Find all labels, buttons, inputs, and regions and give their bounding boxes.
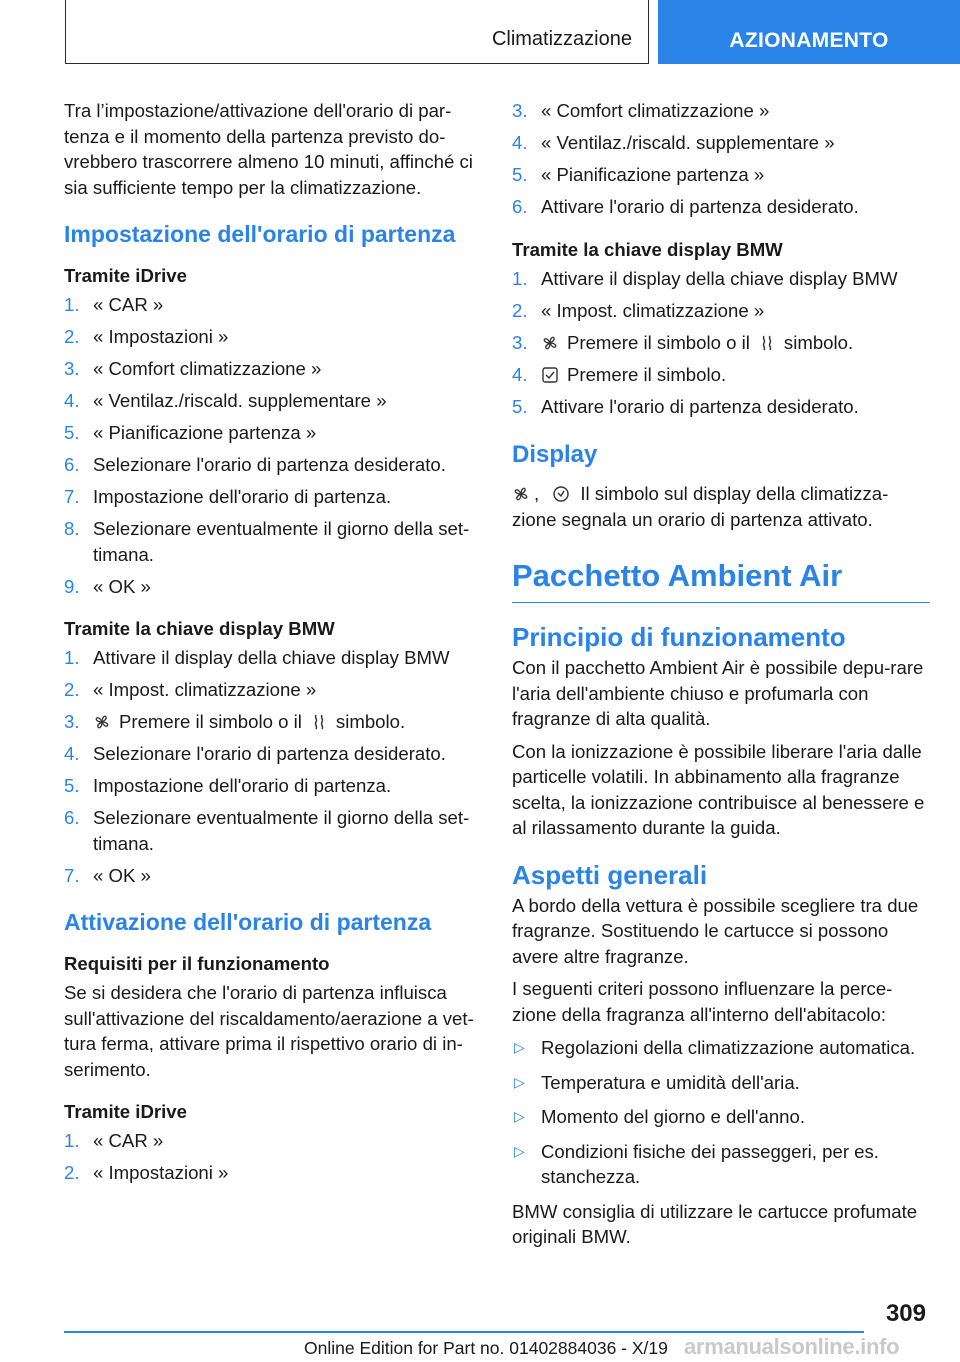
display-paragraph: , Il simbolo sul display della climatizza-zione segnala un orario di partenza attivato. — [512, 483, 889, 530]
list-item: 1. « CAR » — [64, 294, 164, 315]
list-item: 2. « Impost. climatizzazione » — [64, 679, 317, 700]
heading-chiave-1: Tramite la chiave display BMW — [64, 618, 335, 639]
page-number: 309 — [885, 1300, 926, 1327]
list-item: ▷ Condizioni fisiche dei passeggeri, per es. stanchezza. — [514, 1140, 879, 1187]
aspetti-paragraph-1: A bordo della vettura è possibile scegliere tra due fragranze. Sostituendo le cartucce si possono avere altre fragranze. — [512, 894, 919, 967]
checkbox-icon — [541, 365, 559, 383]
header-chapter-tab: AZIONAMENTO — [658, 0, 960, 64]
steps-chiave-1 — [64, 645, 484, 888]
page-header — [0, 0, 960, 66]
list-item: 6. Selezionare eventualmente il giorno della set-timana. — [64, 807, 470, 854]
list-item: ▷ Temperatura e umidità dell'aria. — [512, 1070, 930, 1096]
triangle-bullet-icon: ▷ — [514, 1073, 525, 1090]
list-item: 4. « Ventilaz./riscald. supplementare » — [64, 390, 387, 411]
heading-attivazione: Attivazione dell'orario di partenza — [64, 909, 432, 935]
list-item: 3. « Comfort climatizzazione » — [512, 100, 770, 121]
heading-idrive-1: Tramite iDrive — [64, 265, 187, 286]
fan-icon — [512, 484, 530, 502]
list-item: 6. Selezionare l'orario di partenza desiderato. — [64, 454, 446, 475]
list-item: 3. Premere il simbolo o il simbolo. — [64, 711, 406, 732]
list-item: 7. Impostazione dell'orario di partenza. — [64, 486, 392, 507]
steps-chiave-2 — [512, 266, 930, 420]
principio-paragraph-1: Con il pacchetto Ambient Air è possibile depu-rare l'aria dell'ambiente chiuso e profumarla con fragranze di alta qualità. — [512, 657, 924, 729]
list-item: 4. « Ventilaz./riscald. supplementare » — [512, 132, 835, 153]
heading-chiave-2: Tramite la chiave display BMW — [512, 238, 783, 260]
heading-idrive-2: Tramite iDrive — [64, 1101, 187, 1122]
criteri-list — [512, 1035, 930, 1190]
list-item: 3. « Comfort climatizzazione » — [64, 358, 322, 379]
list-item: 9. « OK » — [64, 575, 151, 597]
heading-principio: Principio di funzionamento — [512, 622, 846, 652]
principio-paragraph-2: Con la ionizzazione è possibile liberare l'aria dalle particelle volatili. In abbinamento alla fragranze scelta, la ionizzazione contribuisce al benessere e al rilassamento durante la guida. — [512, 740, 925, 838]
triangle-bullet-icon: ▷ — [514, 1039, 525, 1055]
list-item: 3. Premere il simbolo o il simbolo. — [512, 331, 854, 353]
list-item: ▷ Regolazioni della climatizzazione automatica. — [512, 1035, 930, 1061]
aspetti-paragraph-2: I seguenti criteri possono influenzare la perce-zione della fragranza all'interno dell'abitacolo: — [512, 978, 893, 1025]
heading-requisiti: Requisiti per il funzionamento — [64, 953, 330, 974]
heat-icon — [310, 712, 328, 730]
clock-icon — [552, 484, 570, 502]
steps-idrive-1 — [64, 292, 484, 599]
fan-icon — [541, 333, 559, 351]
heat-icon — [758, 333, 776, 351]
list-item: 1. Attivare il display della chiave display BMW — [512, 267, 898, 289]
heading-aspetti: Aspetti generali — [512, 859, 708, 890]
list-item: 5. Impostazione dell'orario di partenza. — [64, 775, 392, 796]
consiglio-paragraph: BMW consiglia di utilizzare le cartucce profumate originali BMW. — [512, 1200, 918, 1247]
list-item: 2. « Impost. climatizzazione » — [512, 299, 765, 321]
header-section-title: Climatizzazione — [491, 28, 632, 50]
left-column — [64, 98, 484, 1192]
list-item: 4. Premere il simbolo. — [512, 363, 727, 385]
footer-watermark: armanualsonline.info — [684, 1334, 900, 1359]
heading-display: Display — [512, 441, 598, 468]
list-item: 7. « OK » — [64, 864, 151, 886]
requisiti-paragraph: Se si desidera che l'orario di partenza influisca sull'attivazione del riscaldamento/aerazione a vet-tura ferma, attivare prima il rispettivo orario di in-serimento. — [64, 982, 474, 1080]
footer-divider — [64, 1331, 864, 1333]
list-item: ▷ Momento del giorno e dell'anno. — [512, 1104, 930, 1130]
list-item: 5. « Pianificazione partenza » — [512, 164, 765, 185]
list-item: 2. « Impostazioni » — [64, 1162, 229, 1183]
list-item: 2. « Impostazioni » — [64, 326, 229, 347]
list-item: 1. Attivare il display della chiave display BMW — [64, 647, 450, 668]
intro-paragraph: Tra l’impostazione/attivazione dell'orario di par-tenza e il momento della partenza previsto do-vrebbero trascorrere almeno 10 minuti, affinché ci sia sufficiente tempo per la climatizzazione. — [64, 100, 473, 198]
footer-edition: Online Edition for Part no. 01402884036 - X/19 — [304, 1338, 668, 1358]
triangle-bullet-icon: ▷ — [514, 1142, 525, 1159]
steps-idrive-2 — [64, 1128, 484, 1186]
list-item: 6. Attivare l'orario di partenza desiderato. — [512, 196, 859, 217]
list-item: 8. Selezionare eventualmente il giorno della set-timana. — [64, 518, 470, 565]
heading-impostazione: Impostazione dell'orario di partenza — [64, 221, 456, 247]
display-separator: , — [534, 483, 540, 504]
list-item: 4. Selezionare l'orario di partenza desiderato. — [64, 743, 446, 764]
list-item: 1. « CAR » — [64, 1130, 164, 1151]
right-column — [512, 98, 930, 1257]
steps-idrive-2-continued — [512, 98, 930, 220]
triangle-bullet-icon: ▷ — [514, 1108, 525, 1124]
heading-pacchetto: Pacchetto Ambient Air — [512, 556, 930, 603]
list-item: 5. Attivare l'orario di partenza desiderato. — [512, 395, 859, 417]
list-item: 5. « Pianificazione partenza » — [64, 422, 317, 443]
fan-icon — [93, 712, 111, 730]
